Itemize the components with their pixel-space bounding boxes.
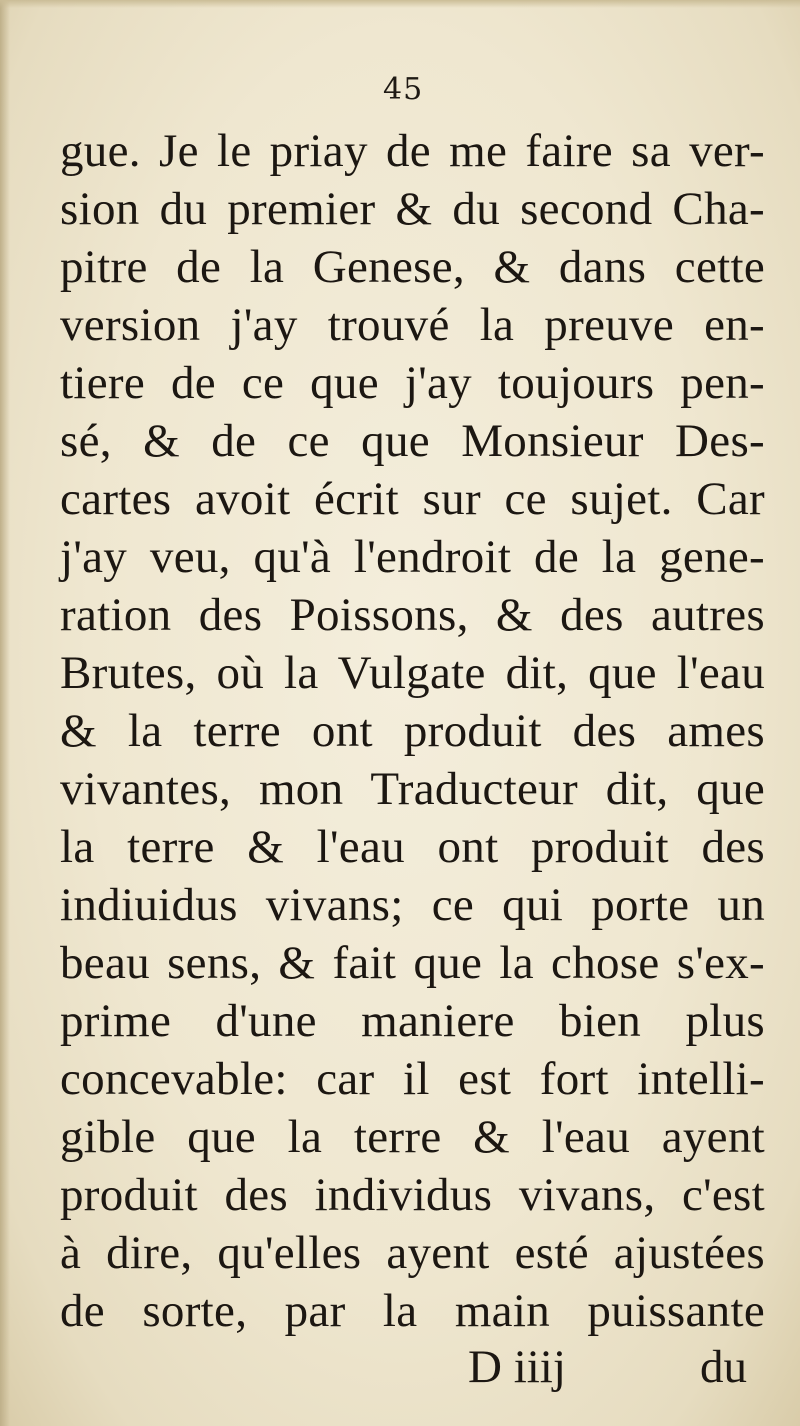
text-line: & la terre ont produit des ames [60,705,765,757]
text-line: ration des Poissons, & des autres [60,589,765,641]
page-left-edge [0,0,10,1426]
text-line: gue. Je le priay de me faire sa ver- [60,125,765,177]
text-line: produit des individus vivans, c'est [60,1169,765,1221]
body-text [60,122,765,1340]
text-line: pitre de la Genese, & dans cette [60,241,765,293]
text-line: tiere de ce que j'ay toujours pen- [60,357,765,409]
page-number: 45 [383,72,424,107]
text-line: j'ay veu, qu'à l'endroit de la gene- [60,531,765,583]
text-line: sion du premier & du second Cha- [60,183,765,235]
text-line: indiuidus vivans; ce qui porte un [60,879,765,931]
text-line: gible que la terre & l'eau ayent [60,1111,765,1163]
text-line: la terre & l'eau ont produit des [60,821,765,873]
text-line: beau sens, & fait que la chose s'ex- [60,937,765,989]
text-line: concevable: car il est fort intelli- [60,1053,765,1105]
text-line: sé, & de ce que Monsieur Des- [60,415,765,467]
text-line: de sorte, par la main puissante [60,1285,765,1337]
text-line: vivantes, mon Traducteur dit, que [60,763,765,815]
text-line: version j'ay trouvé la preuve en- [60,299,765,351]
text-line: cartes avoit écrit sur ce sujet. Car [60,473,765,525]
page-footer [0,1340,800,1400]
catchword: du [700,1341,747,1393]
page-top-edge [0,0,800,8]
signature-mark: D iiij [468,1341,566,1393]
text-line: prime d'une maniere bien plus [60,995,765,1047]
text-line: à dire, qu'elles ayent esté ajustées [60,1227,765,1279]
text-line: Brutes, où la Vulgate dit, que l'eau [60,647,765,699]
